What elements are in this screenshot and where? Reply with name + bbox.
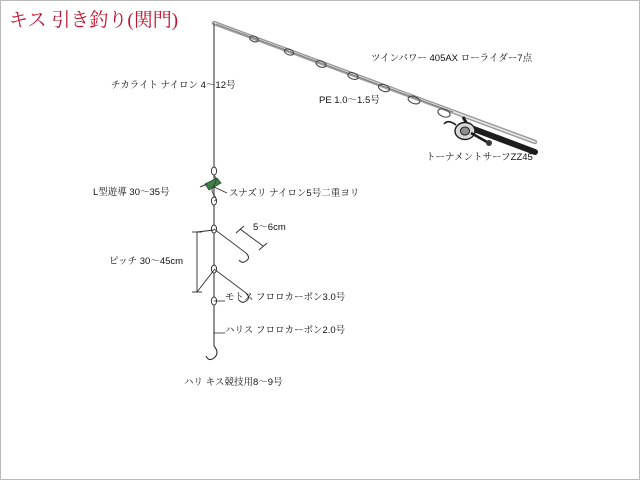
l-sinker — [200, 178, 221, 190]
label-pe-line: PE 1.0〜1.5号 — [319, 95, 380, 106]
label-reel: トーナメントサーフZZ45 — [426, 152, 533, 163]
label-harisu: ハリス フロロカーボン2.0号 — [225, 325, 346, 336]
label-motosu: モトス フロロカーボン3.0号 — [225, 292, 346, 303]
label-hook: ハリ キス競技用8〜9号 — [184, 377, 283, 388]
pitch-bracket — [192, 230, 214, 292]
terminal-hook — [206, 346, 217, 360]
label-sunazuri: スナズリ ナイロン5号二重ヨリ — [229, 188, 360, 199]
label-rod-model: ツインパワー 405AX ローライダー7点 — [371, 53, 533, 64]
label-branch-length: 5〜6cm — [253, 222, 286, 233]
label-sinker: L型遊導 30〜35号 — [93, 187, 170, 198]
fishing-rod — [214, 23, 535, 152]
label-pitch: ピッチ 30〜45cm — [109, 256, 184, 267]
rig-schematic — [1, 1, 640, 481]
page-title: キス 引き釣り(関門) — [9, 10, 179, 31]
label-main-line: チカライト ナイロン 4〜12号 — [111, 80, 236, 91]
callout-ticks — [214, 187, 227, 333]
